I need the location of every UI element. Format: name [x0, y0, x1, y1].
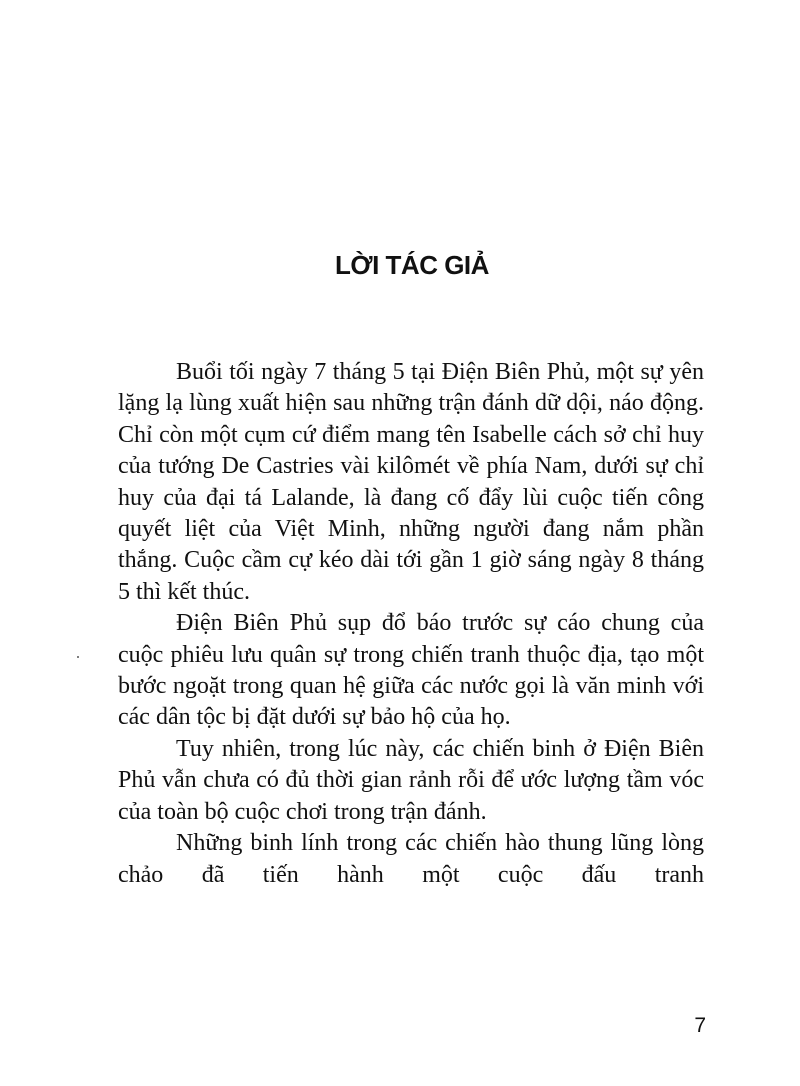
paragraph: Điện Biên Phủ sụp đổ báo trước sự cáo chung của cuộc phiêu lưu quân sự trong chiến tranh thuộc địa, tạo một bước ngoặt trong quan hệ giữa các nước gọi là văn minh với các dân tộc bị đặt dưới sự bảo hộ của họ.	[118, 610, 704, 731]
body-text	[118, 357, 704, 891]
paragraph: Những binh lính trong các chiến hào thung lũng lòng chảo đã tiến hành một cuộc đấu tranh	[118, 830, 704, 888]
scan-speck	[77, 656, 79, 658]
chapter-title: LỜI TÁC GIẢ	[335, 250, 489, 280]
page-number: 7	[694, 1014, 706, 1037]
paragraph: Buổi tối ngày 7 tháng 5 tại Điện Biên Phủ, một sự yên lặng lạ lùng xuất hiện sau những trận đánh dữ dội, náo động. Chỉ còn một cụm cứ điểm mang tên Isabelle cách sở chỉ huy của tướng De Castries vài kilômét về phía Nam, dưới sự chỉ huy của đại tá Lalande, là đang cố đẩy lùi cuộc tiến công quyết liệt của Việt Minh, những người đang nắm phần thắng. Cuộc cầm cự kéo dài tới gần 1 giờ sáng ngày 8 tháng 5 thì kết thúc.	[118, 359, 704, 605]
paragraph: Tuy nhiên, trong lúc này, các chiến binh ở Điện Biên Phủ vẫn chưa có đủ thời gian rảnh rỗi để ước lượng tầm vóc của toàn bộ cuộc chơi trong trận đánh.	[118, 735, 704, 825]
